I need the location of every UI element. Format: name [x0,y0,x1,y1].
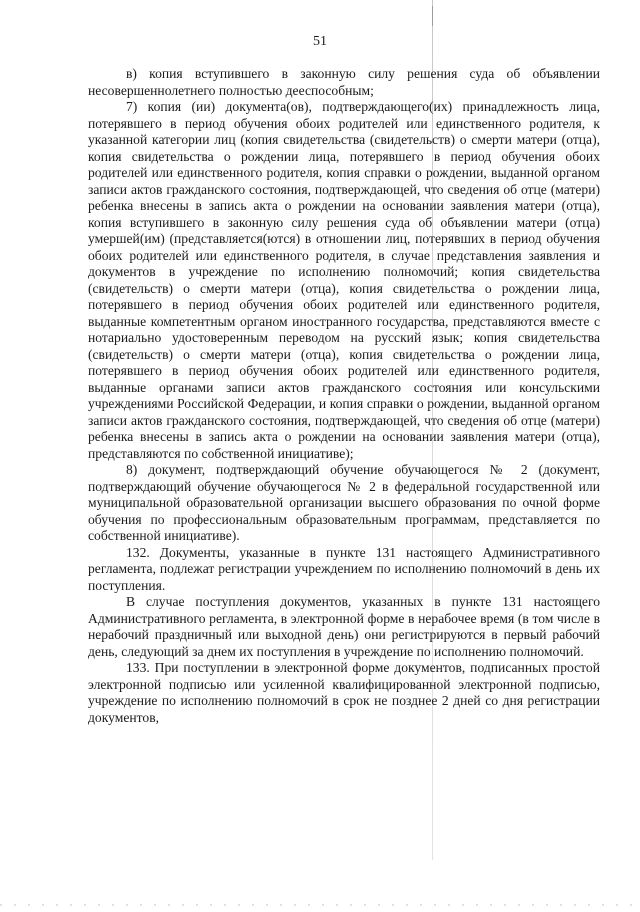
page-number: 51 [313,34,327,49]
paragraph-133: 133. При поступлении в электронной форме документов, подписанных простой электронной подписью или усиленной квалифицированной электронной подписью, учреждение по исполнению полномочий в срок не позднее 2 дней со дня регистрации документов, [88,660,600,725]
paragraph-132: 132. Документы, указанные в пункте 131 настоящего Административного регламента, подлежат регистрации учреждением по исполнению полномочий в день их поступления. [88,544,600,593]
paragraph-item-v: в) копия вступившего в законную силу решения суда об объявлении несовершеннолетнего полностью дееспособным; [88,66,600,98]
scan-artifact-bottom [0,904,640,906]
paragraph-item-7: 7) копия (ии) документа(ов), подтверждающего(их) принадлежность лица, потерявшего в период обучения обоих родителей или единственного родителя, к указанной категории лиц (копия свидетельства (свидетельств) о смерти матери (отца), копия свидетельства о рождении лица, потерявшего в период обучения обоих родителей или единственного родителя, копия справки о рождении, выданной органом записи актов гражданского состояния, подтверждающей, что сведения об отце (матери) ребенка внесены в запись акта о рождении на основании заявления матери (отца), копия вступившего в законную силу решения суда об объявлении матери (отца) умершей(им) (представляется(ются) в отношении лиц, потерявших в период обучения обоих родителей или единственного родителя, в случае представления заявления и документов в учреждение по исполнению полномочий; копия свидетельства (свидетельств) о смерти матери (отца), копия свидетельства о рождении лица, потерявшего в период обучения обоих родителей или единственного родителя, выданные компетентным органом иностранного государства, представляются вместе с нотариально удостоверенным переводом на русский язык; копия свидетельства (свидетельств) о смерти матери (отца), копия свидетельства о рождении лица, потерявшего в период обучения обоих родителей или единственного родителя, выданные органами записи актов гражданского состояния или консульскими учреждениями Российской Федерации, и копия справки о рождении, выданной органом записи актов гражданского состояния, подтверждающей, что сведения об отце (матери) ребенка внесены в запись акта о рождении на основании заявления матери (отца), представляются по собственной инициативе); [88,99,600,461]
paragraph-item-8: 8) документ, подтверждающий обучение обучающегося № 2 (документ, подтверждающий обучение обучающегося № 2 в федеральной государственной или муниципальной образовательной организации высшего образования по очной форме обучения по профессиональным образовательным программам, представляется по собственной инициативе). [88,462,600,543]
document-body [88,66,600,726]
paragraph-132-continued: В случае поступления документов, указанных в пункте 131 настоящего Административного регламента, в электронной форме в нерабочее время (в том числе в нерабочий праздничный или выходной день) они регистрируются в первый рабочий день, следующий за днем их поступления в учреждение по исполнению полномочий. [88,594,600,659]
